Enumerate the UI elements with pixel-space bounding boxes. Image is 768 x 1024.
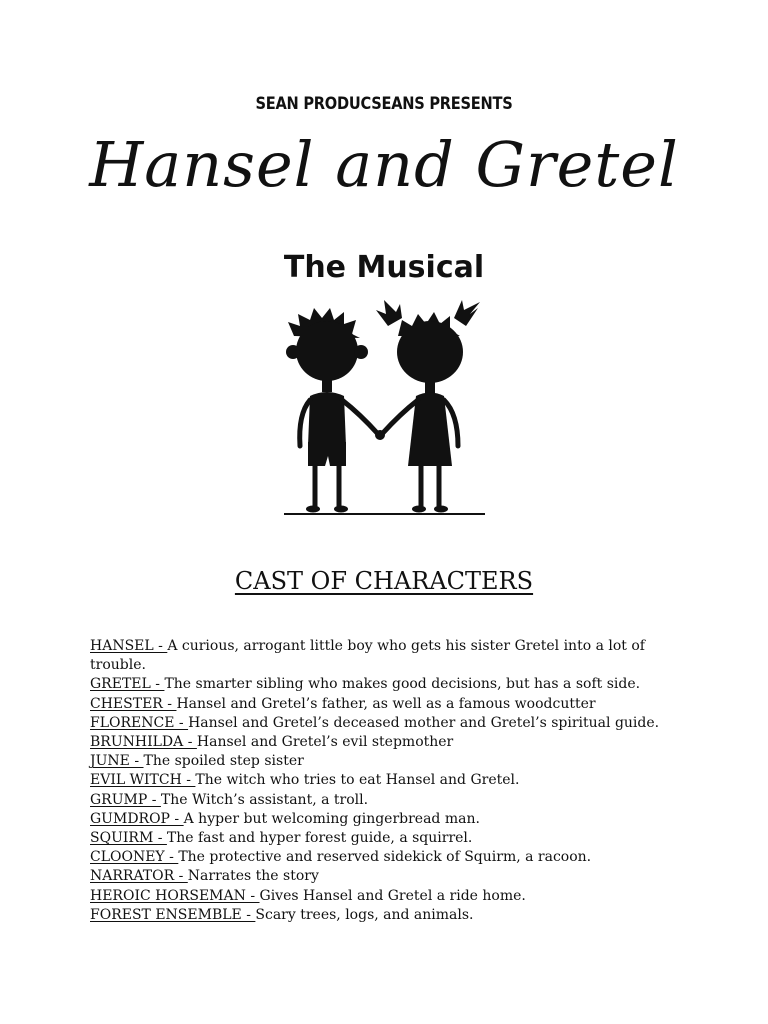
- cast-list-item: [90, 733, 680, 752]
- character-name: HANSEL -: [90, 638, 168, 654]
- character-name: NARRATOR -: [90, 868, 188, 885]
- two-children-holding-hands-silhouette-icon: [280, 296, 490, 520]
- character-name: EVIL WITCH -: [90, 772, 196, 789]
- cast-list-item: [90, 675, 680, 694]
- character-name: SQUIRM -: [90, 830, 167, 847]
- character-description: Gives Hansel and Gretel a ride home.: [259, 887, 526, 904]
- cast-list-item: [90, 791, 680, 810]
- character-description: A curious, arrogant little boy who gets his sister Gretel into a lot of trouble.: [90, 638, 645, 674]
- character-description: The smarter sibling who makes good decisions, but has a soft side.: [164, 676, 641, 693]
- character-name: FOREST ENSEMBLE -: [90, 906, 256, 923]
- character-description: The witch who tries to eat Hansel and Gretel.: [195, 772, 520, 789]
- character-description: Hansel and Gretel’s evil stepmother: [196, 734, 454, 751]
- character-name: FLORENCE -: [90, 714, 189, 731]
- cast-heading: CAST OF CHARACTERS: [234, 567, 534, 595]
- character-description: A hyper but welcoming gingerbread man.: [183, 810, 480, 827]
- boy-silhouette: [286, 308, 378, 513]
- cast-list-item: [90, 752, 680, 771]
- play-subtitle: The Musical: [283, 250, 485, 285]
- character-name: GRUMP -: [90, 791, 161, 808]
- girl-silhouette: [376, 300, 480, 513]
- cast-list-item: [90, 848, 680, 867]
- character-name: HEROIC HORSEMAN -: [90, 887, 260, 904]
- cast-list-item: [90, 887, 680, 906]
- cast-list-item: [90, 829, 680, 848]
- cast-list-item: [90, 906, 680, 925]
- character-description: The protective and reserved sidekick of Squirm, a racoon.: [178, 849, 592, 866]
- cast-list-item: [90, 867, 680, 886]
- character-description: Hansel and Gretel’s deceased mother and Gretel’s spiritual guide.: [188, 714, 660, 731]
- play-title: Hansel and Gretel: [89, 128, 679, 201]
- character-name: CHESTER -: [90, 695, 177, 712]
- character-description: Scary trees, logs, and animals.: [255, 906, 474, 923]
- character-name: JUNE -: [90, 753, 144, 770]
- character-name: GRETEL -: [90, 676, 165, 693]
- character-description: Hansel and Gretel’s father, as well as a famous woodcutter: [176, 695, 596, 712]
- character-name: GUMDROP -: [90, 810, 184, 827]
- cast-list: [90, 637, 680, 925]
- children-silhouette-illustration: [280, 296, 490, 520]
- character-description: The Witch’s assistant, a troll.: [160, 791, 369, 808]
- presenter-line: SEAN PRODUCSEANS PRESENTS: [255, 94, 513, 114]
- cast-list-item: [90, 771, 680, 790]
- character-description: The spoiled step sister: [143, 753, 304, 770]
- cast-list-item: [90, 637, 680, 675]
- cast-list-item: [90, 695, 680, 714]
- character-name: BRUNHILDA -: [90, 734, 197, 751]
- character-name: CLOONEY -: [90, 849, 179, 866]
- cast-list-item: [90, 714, 680, 733]
- character-description: The fast and hyper forest guide, a squirrel.: [166, 830, 473, 847]
- character-description: Narrates the story: [187, 868, 319, 885]
- cast-list-item: [90, 810, 680, 829]
